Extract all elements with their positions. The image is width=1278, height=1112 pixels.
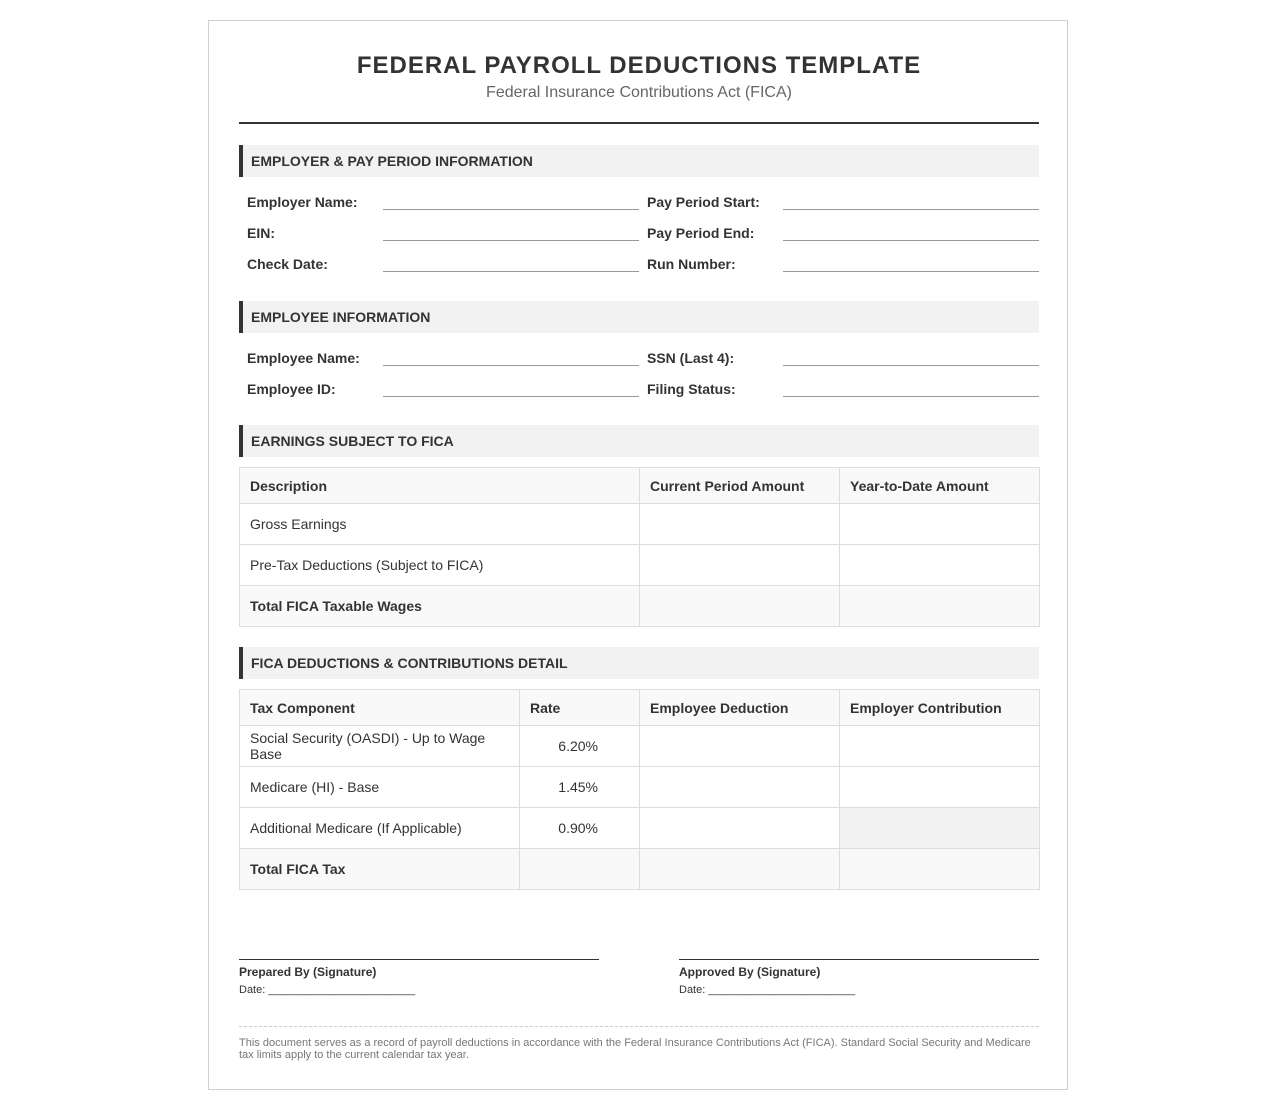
earnings-table bbox=[239, 467, 1040, 627]
tax-component: Total FICA Tax bbox=[240, 849, 520, 890]
field-row-employee-name bbox=[239, 348, 1039, 379]
tax-component: Additional Medicare (If Applicable) bbox=[240, 808, 520, 849]
rate-value: 1.45% bbox=[520, 767, 640, 808]
amount-cell[interactable] bbox=[840, 504, 1040, 545]
row-description: Pre-Tax Deductions (Subject to FICA) bbox=[240, 545, 640, 586]
tax-component: Medicare (HI) - Base bbox=[240, 767, 520, 808]
pay-period-start-label: Pay Period Start: bbox=[647, 194, 760, 210]
field-row-ein bbox=[239, 223, 1039, 254]
run-number-field[interactable] bbox=[783, 254, 1039, 272]
table-row bbox=[240, 767, 1040, 808]
filing-status-label: Filing Status: bbox=[647, 381, 736, 397]
approved-by-signature-block bbox=[679, 959, 1039, 996]
employer-section-heading: EMPLOYER & PAY PERIOD INFORMATION bbox=[239, 145, 1039, 177]
column-header: Description bbox=[240, 468, 640, 504]
ssn-field[interactable] bbox=[783, 348, 1039, 366]
employer-name-label: Employer Name: bbox=[247, 194, 358, 210]
filing-status-field[interactable] bbox=[783, 379, 1039, 397]
prepared-by-date: Date: ________________________ bbox=[239, 984, 416, 996]
approved-by-date: Date: ________________________ bbox=[679, 984, 856, 996]
rate-value bbox=[520, 849, 640, 890]
check-date-field[interactable] bbox=[383, 254, 639, 272]
column-header: Year-to-Date Amount bbox=[840, 468, 1040, 504]
column-header: Rate bbox=[520, 690, 640, 726]
column-header: Current Period Amount bbox=[640, 468, 840, 504]
check-date-label: Check Date: bbox=[247, 256, 328, 272]
approved-by-signature-line[interactable] bbox=[679, 959, 1039, 960]
table-header-row bbox=[240, 468, 1040, 504]
column-header: Employee Deduction bbox=[640, 690, 840, 726]
prepared-by-signature-block bbox=[239, 959, 599, 996]
column-header: Tax Component bbox=[240, 690, 520, 726]
employee-id-field[interactable] bbox=[383, 379, 639, 397]
footer-divider bbox=[239, 1026, 1039, 1027]
ein-label: EIN: bbox=[247, 225, 275, 241]
employee-deduction-cell[interactable] bbox=[640, 808, 840, 849]
ssn-label: SSN (Last 4): bbox=[647, 350, 735, 366]
deductions-table bbox=[239, 689, 1040, 890]
earnings-section-heading: EARNINGS SUBJECT TO FICA bbox=[239, 425, 1039, 457]
employee-deduction-cell[interactable] bbox=[640, 767, 840, 808]
employer-contribution-cell[interactable] bbox=[840, 767, 1040, 808]
prepared-by-label: Prepared By (Signature) bbox=[239, 965, 377, 979]
pay-period-end-field[interactable] bbox=[783, 223, 1039, 241]
table-row-total bbox=[240, 586, 1040, 627]
rate-value: 0.90% bbox=[520, 808, 640, 849]
employer-contribution-cell-disabled bbox=[840, 808, 1040, 849]
row-description: Total FICA Taxable Wages bbox=[240, 586, 640, 627]
column-header: Employer Contribution bbox=[840, 690, 1040, 726]
field-row-check-date bbox=[239, 254, 1039, 285]
amount-cell[interactable] bbox=[640, 504, 840, 545]
amount-cell[interactable] bbox=[640, 586, 840, 627]
employee-deduction-cell[interactable] bbox=[640, 726, 840, 767]
table-row bbox=[240, 545, 1040, 586]
amount-cell[interactable] bbox=[840, 586, 1040, 627]
employer-contribution-cell[interactable] bbox=[840, 849, 1040, 890]
table-row bbox=[240, 726, 1040, 767]
tax-component: Social Security (OASDI) - Up to Wage Base bbox=[240, 726, 520, 767]
table-row bbox=[240, 504, 1040, 545]
document-title: FEDERAL PAYROLL DEDUCTIONS TEMPLATE bbox=[356, 52, 922, 79]
employer-contribution-cell[interactable] bbox=[840, 726, 1040, 767]
pay-period-end-label: Pay Period End: bbox=[647, 225, 755, 241]
approved-by-label: Approved By (Signature) bbox=[679, 965, 821, 979]
title-divider bbox=[239, 122, 1039, 124]
footer-note: This document serves as a record of payroll deductions in accordance with the Federal Insurance Contributions Act (FICA). Standard Social Security and Medicare tax limits apply to the current calendar tax year. bbox=[239, 1037, 1031, 1061]
run-number-label: Run Number: bbox=[647, 256, 736, 272]
table-header-row bbox=[240, 690, 1040, 726]
prepared-by-signature-line[interactable] bbox=[239, 959, 599, 960]
document-subtitle: Federal Insurance Contributions Act (FICA) bbox=[486, 84, 792, 101]
employer-name-field[interactable] bbox=[383, 192, 639, 210]
employee-section-heading: EMPLOYEE INFORMATION bbox=[239, 301, 1039, 333]
deductions-section-heading: FICA DEDUCTIONS & CONTRIBUTIONS DETAIL bbox=[239, 647, 1039, 679]
amount-cell[interactable] bbox=[840, 545, 1040, 586]
table-row-total bbox=[240, 849, 1040, 890]
ein-field[interactable] bbox=[383, 223, 639, 241]
field-row-employee-id bbox=[239, 379, 1039, 410]
field-row-employer-name bbox=[239, 192, 1039, 223]
pay-period-start-field[interactable] bbox=[783, 192, 1039, 210]
employee-id-label: Employee ID: bbox=[247, 381, 336, 397]
employee-deduction-cell[interactable] bbox=[640, 849, 840, 890]
employee-name-label: Employee Name: bbox=[247, 350, 360, 366]
table-row bbox=[240, 808, 1040, 849]
row-description: Gross Earnings bbox=[240, 504, 640, 545]
amount-cell[interactable] bbox=[640, 545, 840, 586]
rate-value: 6.20% bbox=[520, 726, 640, 767]
payroll-document bbox=[208, 20, 1068, 1090]
employee-name-field[interactable] bbox=[383, 348, 639, 366]
